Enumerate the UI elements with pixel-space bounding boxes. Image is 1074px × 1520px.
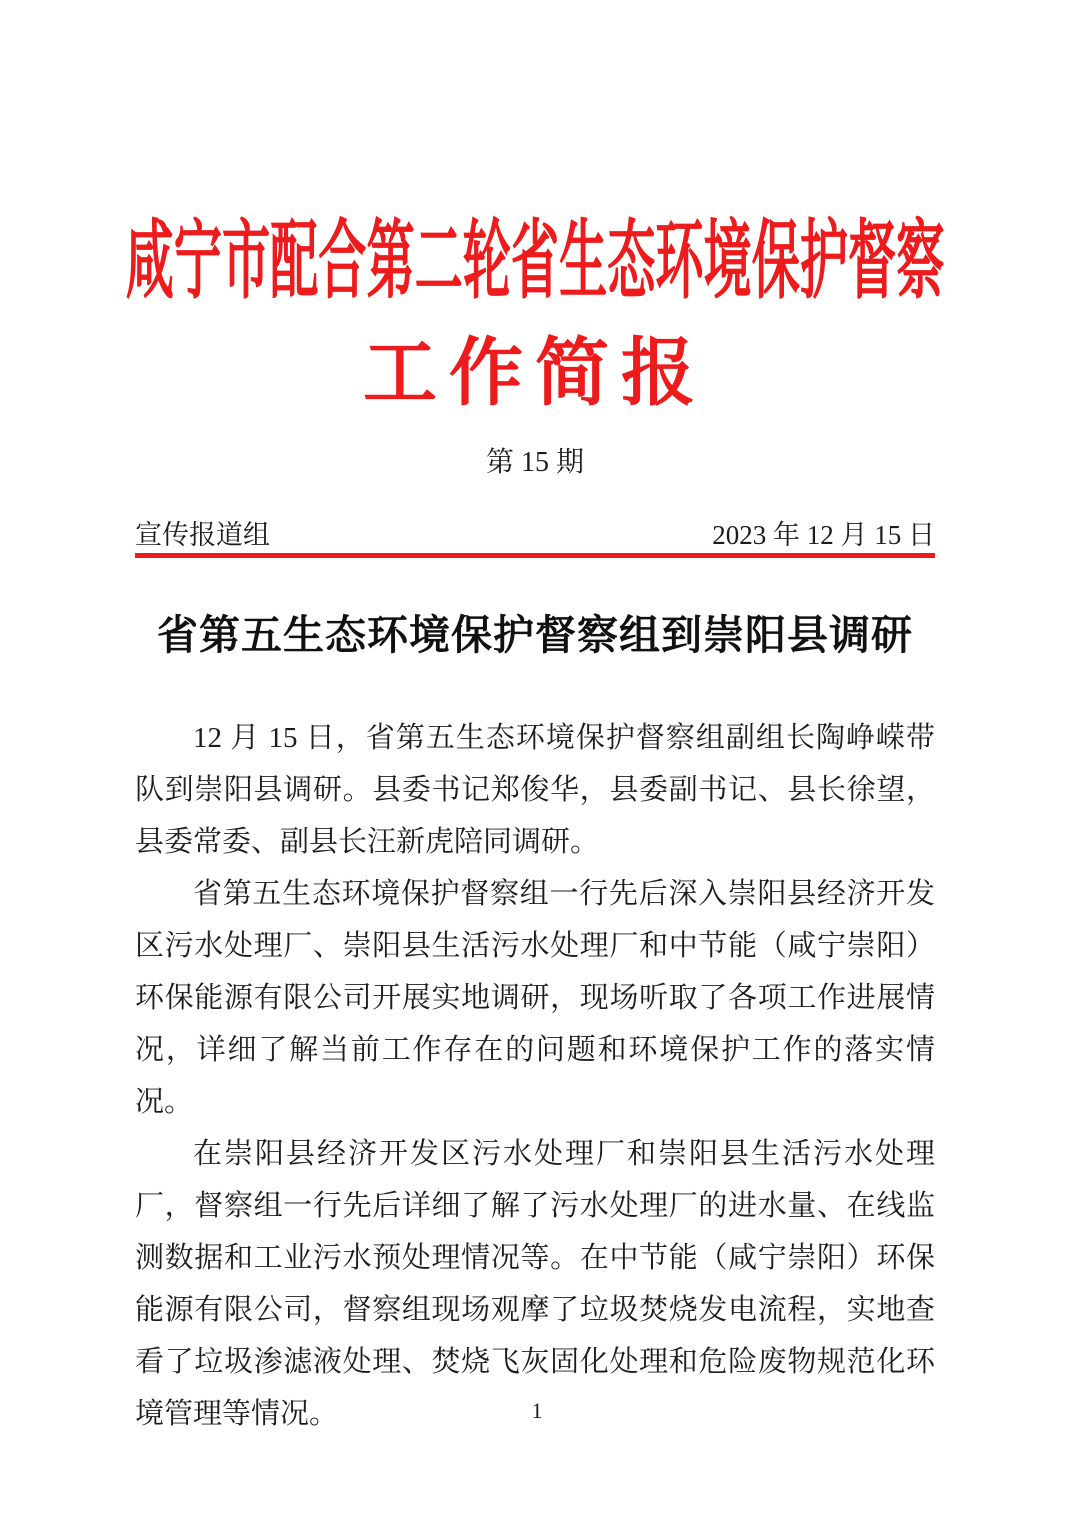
body-paragraph: 在崇阳县经济开发区污水处理厂和崇阳县生活污水处理厂，督察组一行先后详细了解了污水处理厂的进水量、在线监测数据和工业污水预处理情况等。在中节能（咸宁崇阳）环保能源有限公司，督察组现场观摩了垃圾焚烧发电流程，实地查看了垃圾渗滤液处理、焚烧飞灰固化处理和危险废物规范化环境管理等情况。 — [135, 1138, 935, 1430]
body-paragraph: 省第五生态环境保护督察组一行先后深入崇阳县经济开发区污水处理厂、崇阳县生活污水处理厂和中节能（咸宁崇阳）环保能源有限公司开展实地调研，现场听取了各项工作进展情况，详细了解当前工作存在的问题和环境保护工作的落实情况。 — [135, 878, 935, 1118]
issue-number: 第 15 期 — [485, 447, 584, 478]
issuing-unit: 宣传报道组 — [135, 520, 270, 550]
issue-meta-row — [135, 519, 935, 551]
body-paragraph: 12 月 15 日，省第五生态环境保护督察组副组长陶峥嵘带队到崇阳县调研。县委书记郑俊华，县委副书记、县长徐望，县委常委、副县长汪新虎陪同调研。 — [135, 722, 935, 858]
bulletin-title-line2: 工作简报 — [363, 333, 707, 415]
issue-date: 2023 年 12 月 15 日 — [712, 520, 935, 550]
bulletin-title-line1: 咸宁市配合第二轮省生态环境保护督察 — [125, 213, 945, 309]
page-number: 1 — [531, 1398, 543, 1423]
masthead — [125, 213, 945, 558]
article-body — [135, 712, 935, 1440]
masthead-divider-rule — [135, 553, 935, 558]
article-headline: 省第五生态环境保护督察组到崇阳县调研 — [157, 612, 913, 658]
masthead-title-row — [125, 213, 945, 309]
article — [135, 610, 935, 1440]
